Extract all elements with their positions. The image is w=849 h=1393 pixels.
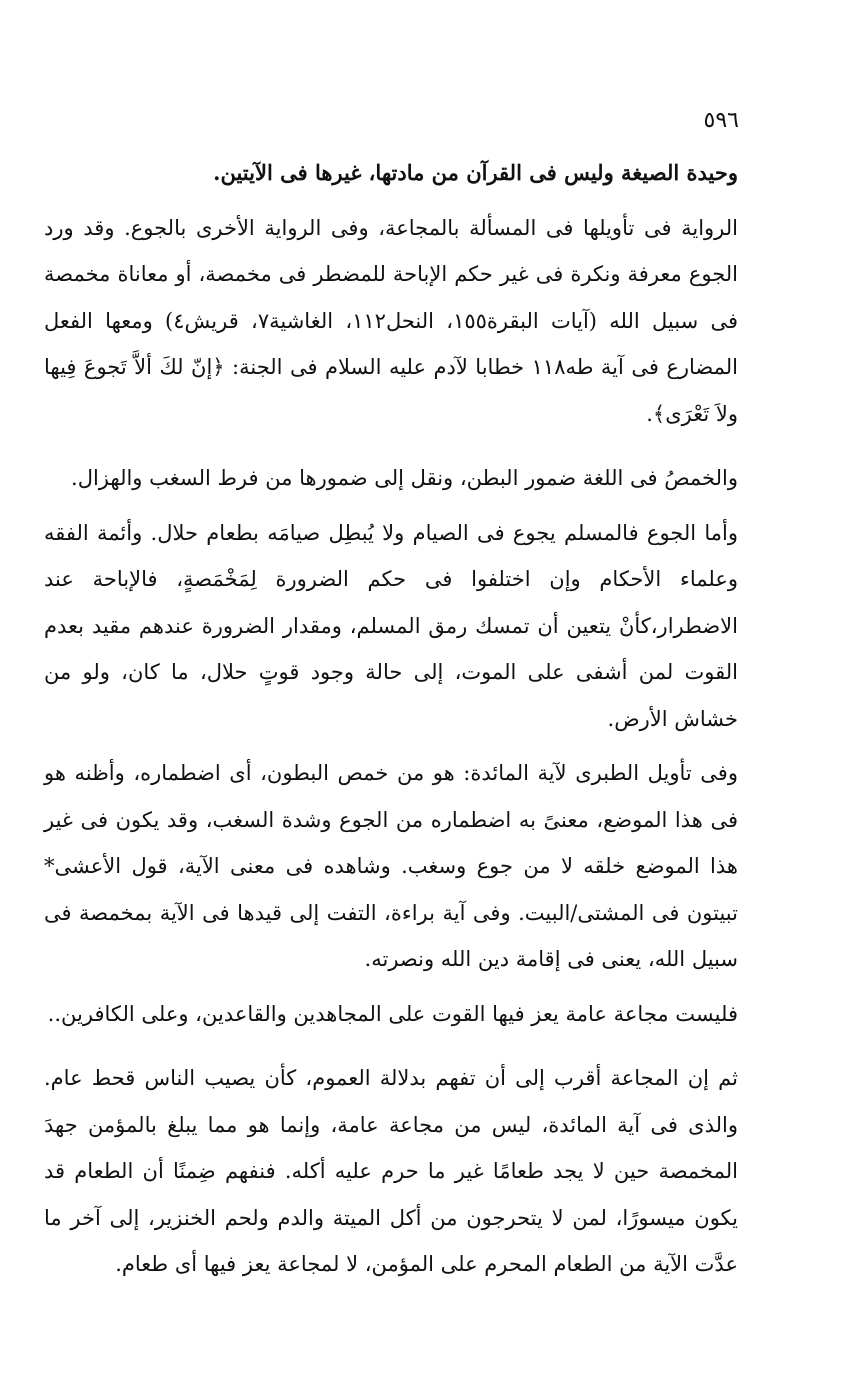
body-text [44,150,738,1288]
page-number: ٥٩٦ [703,108,739,133]
paragraph-4: وأما الجوع فالمسلم يجوع فى الصيام ولا يُبطِل صيامَه بطعام حلال. وأئمة الفقه وعلماء الأحكام وإن اختلفوا فى حكم الضرورة لِمَخْمَصةٍ، فالإباحة عند الاضطرار،كأنْ يتعين أن تمسك رمق المسلم، ومقدار الضرورة عندهم مقيد بعدم القوت لمن أشفى على الموت، إلى حالة وجود قوتٍ حلال، ما كان، ولو من خشاش الأرض. [44,520,738,731]
paragraph-7: ثم إن المجاعة أقرب إلى أن تفهم بدلالة العموم، كأن يصيب الناس قحط عام. والذى فى آية المائدة، ليس من مجاعة عامة، وإنما هو مما يبلغ بالمؤمن جهدَ المخمصة حين لا يجد طعامًا غير ما حرم عليه أكله. فنفهم ضِمنًا أن الطعام قد يكون ميسورًا، لمن لا يتحرجون من أكل الميتة والدم ولحم الخنزير، إلى آخر ما عدَّت الآية من الطعام المحرم على المؤمن، لا لمجاعة يعز فيها أى طعام. [44,1066,738,1276]
paragraph-5: وفى تأويل الطبرى لآية المائدة: هو من خمص البطون، أى اضطماره، وأظنه هو فى هذا الموضع، معنىً به اضطماره من الجوع وشدة السغب، وقد يكون فى غير هذا الموضع خلقه لا من جوع وسغب. وشاهده فى معنى الآية، قول الأعشى* تبيتون فى المشتى/البيت. وفى آية براءة، التفت إلى قيدها فى الآية بمخمصة فى سبيل الله، يعنى فى إقامة دين الله ونصرته. [44,761,738,971]
paragraph-2: الرواية فى تأويلها فى المسألة بالمجاعة، وفى الرواية الأخرى بالجوع. وقد ورد الجوع معرفة ونكرة فى غير حكم الإباحة للمضطر فى مخمصة، أو معاناة مخمصة فى سبيل الله (آيات البقرة١٥٥، النحل١١٢، الغاشية٧، قريش٤) ومعها الفعل المضارع فى آية طه١١٨ خطابا لآدم عليه السلام فى الجنة: ﴿إنّ لكَ ألاَّ تَجوعَ فِيها ولاَ تَعْرَى﴾. [44,215,739,426]
paragraph-6: فليست مجاعة عامة يعز فيها القوت على المجاهدين والقاعدين، وعلى الكافرين.. [47,1001,738,1026]
paragraph-1: وحيدة الصيغة وليس فى القرآن من مادتها، غيرها فى الآيتين. [213,160,738,185]
paragraph-3: والخمصُ فى اللغة ضمور البطن، ونقل إلى ضمورها من فرط السغب والهزال. [71,466,738,490]
